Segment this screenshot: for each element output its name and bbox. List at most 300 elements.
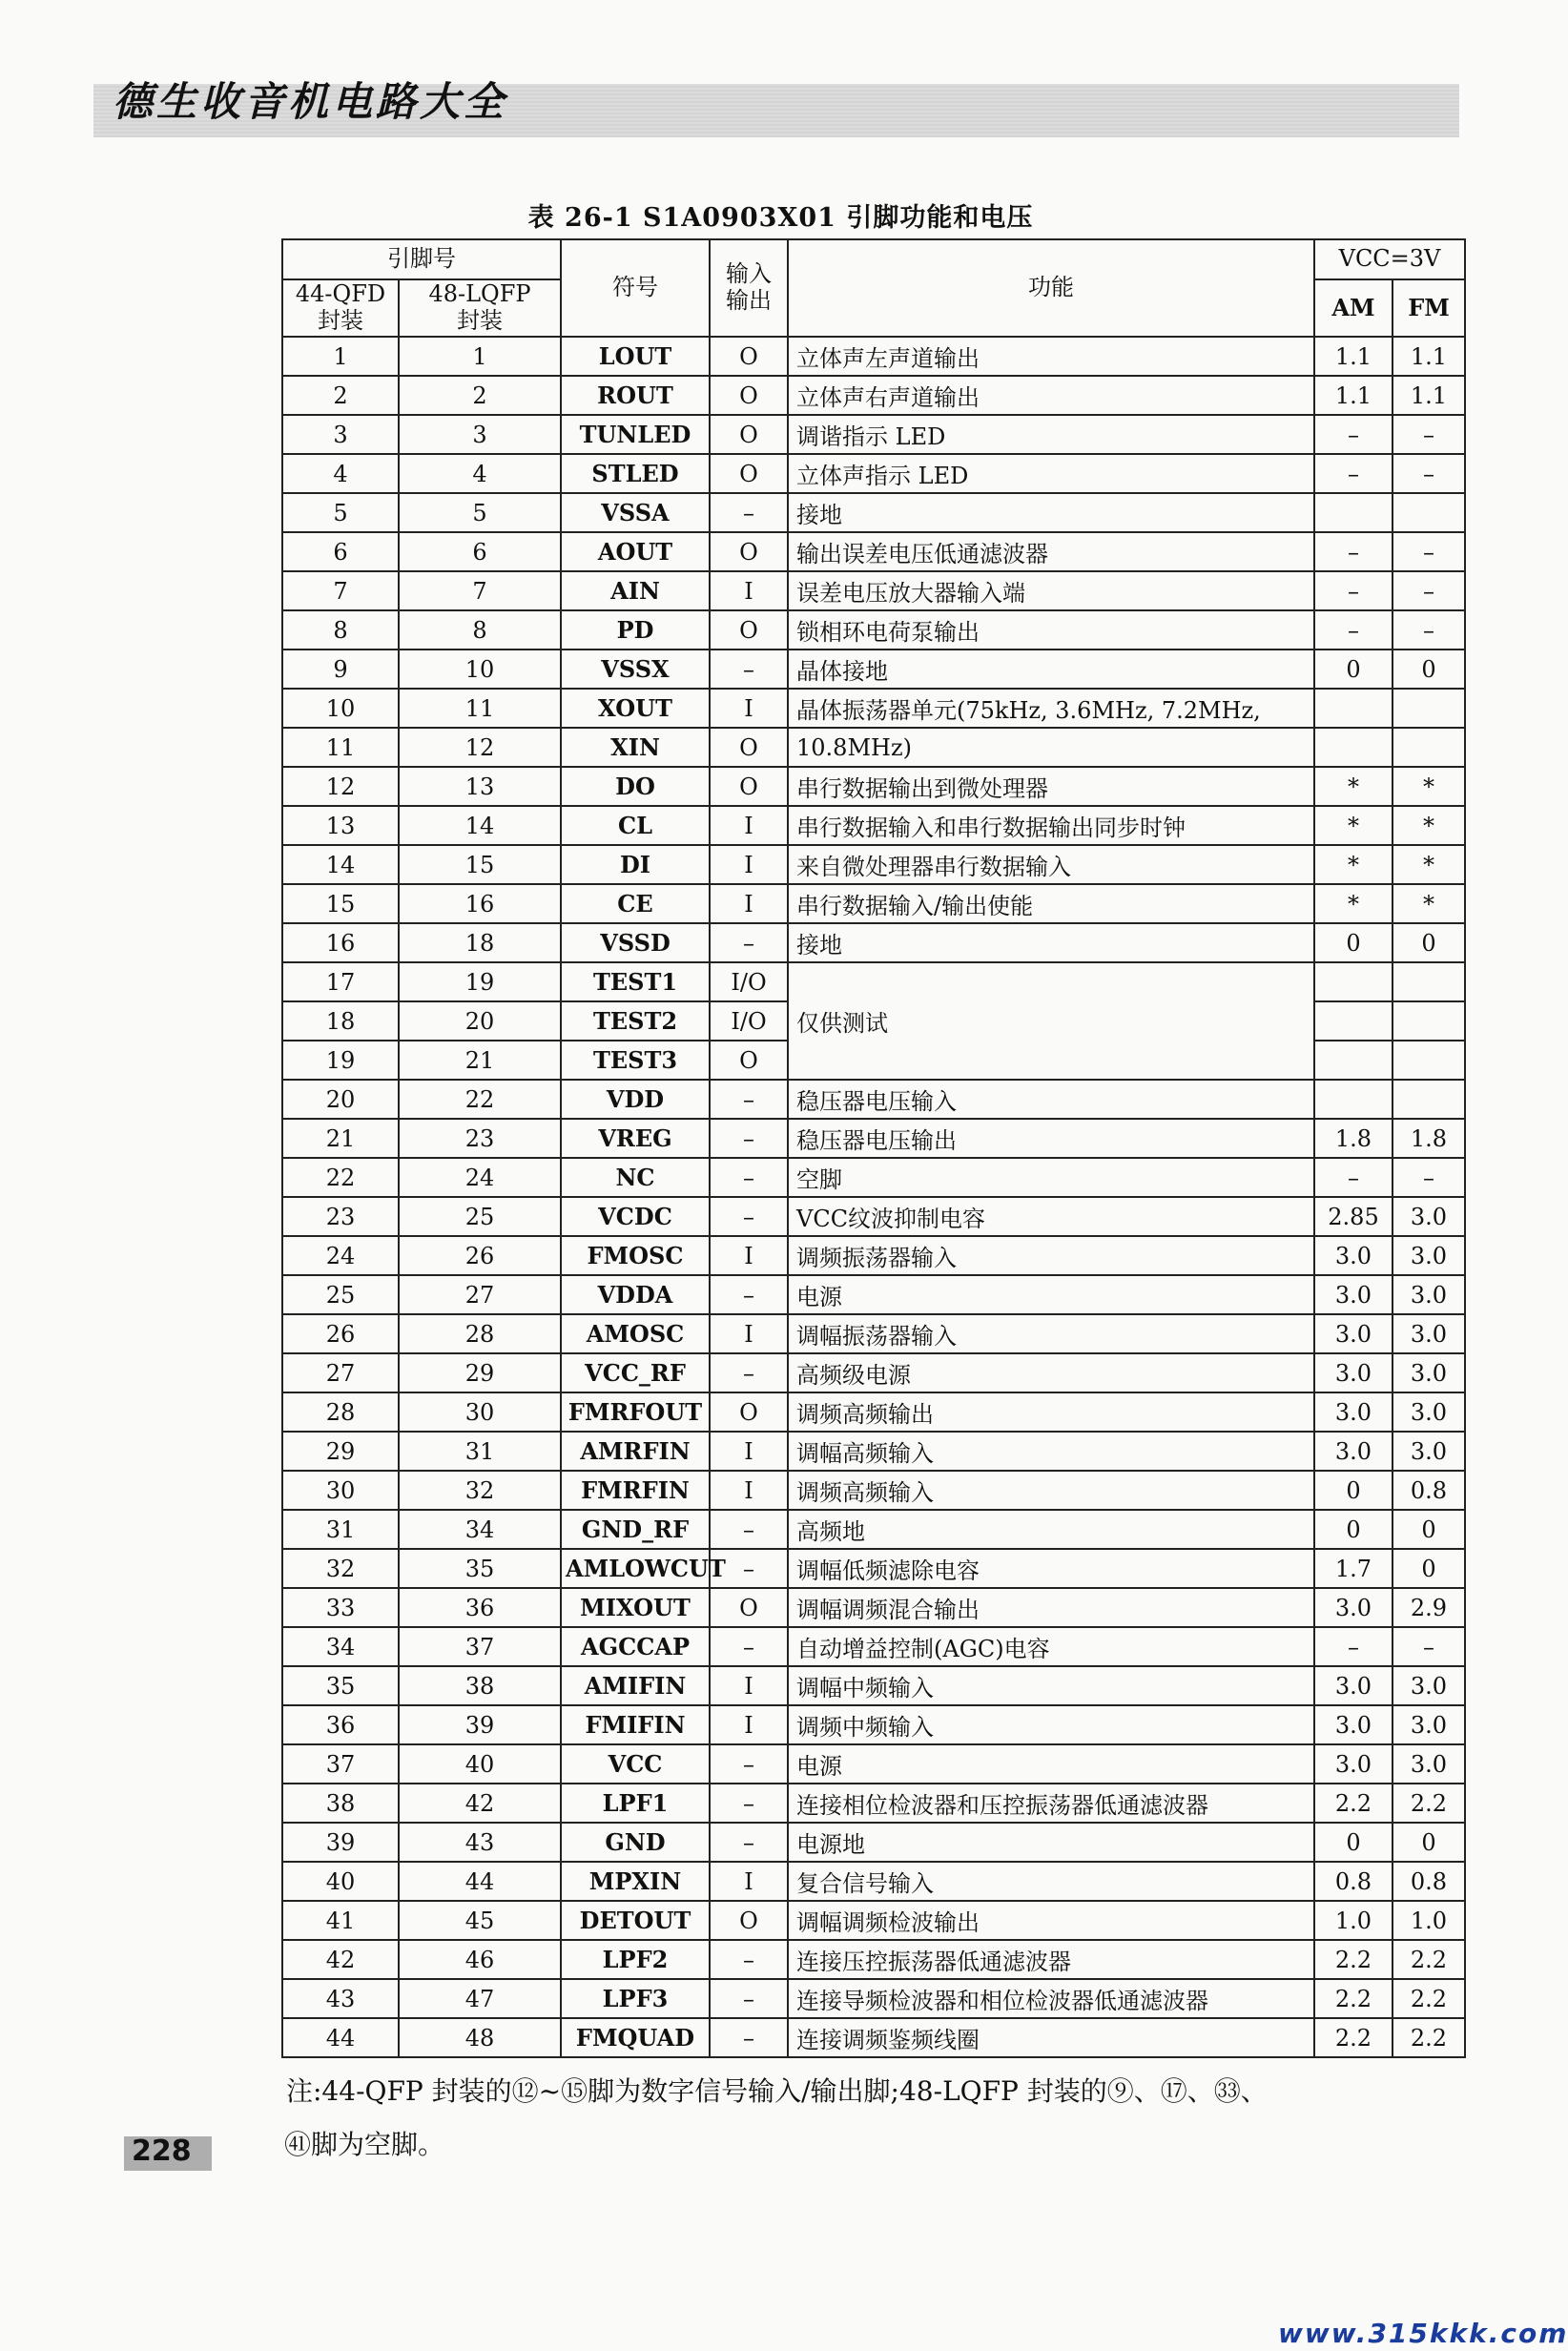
- symbol-cell: FMRFIN: [561, 1471, 710, 1510]
- symbol-cell: AMIFIN: [561, 1666, 710, 1705]
- fm-voltage-cell: [1393, 493, 1465, 532]
- function-cell: 串行数据输出到微处理器: [788, 767, 1314, 806]
- pin-lqfp-cell: 1: [399, 337, 561, 376]
- fm-voltage-cell: 3.0: [1393, 1744, 1465, 1784]
- io-cell: O: [710, 610, 788, 650]
- fm-voltage-cell: 0.8: [1393, 1471, 1465, 1510]
- am-voltage-cell: [1314, 493, 1393, 532]
- am-voltage-cell: 3.0: [1314, 1236, 1393, 1275]
- function-cell: 复合信号输入: [788, 1862, 1314, 1901]
- function-cell: 误差电压放大器输入端: [788, 571, 1314, 610]
- function-cell: 串行数据输入和串行数据输出同步时钟: [788, 806, 1314, 845]
- fm-voltage-cell: *: [1393, 884, 1465, 923]
- function-cell: 调频高频输出: [788, 1392, 1314, 1432]
- pin-lqfp-cell: 28: [399, 1314, 561, 1353]
- table-row: [282, 1158, 1465, 1197]
- am-voltage-cell: 0: [1314, 650, 1393, 689]
- table-row: [282, 767, 1465, 806]
- table-row: [282, 1549, 1465, 1588]
- io-cell: O: [710, 1392, 788, 1432]
- pin-lqfp-cell: 45: [399, 1901, 561, 1940]
- io-cell: –: [710, 1119, 788, 1158]
- function-cell: 调幅调频检波输出: [788, 1901, 1314, 1940]
- pin-qfp-cell: 1: [282, 337, 399, 376]
- table-caption: 表 26-1 S1A0903X01 引脚功能和电压: [527, 203, 1034, 233]
- am-voltage-cell: 2.2: [1314, 2018, 1393, 2057]
- symbol-cell: VSSX: [561, 650, 710, 689]
- io-cell: –: [710, 1627, 788, 1666]
- table-row: [282, 689, 1465, 728]
- symbol-cell: VDDA: [561, 1275, 710, 1314]
- io-cell: I/O: [710, 962, 788, 1001]
- function-cell: 立体声左声道输出: [788, 337, 1314, 376]
- function-cell: 调幅振荡器输入: [788, 1314, 1314, 1353]
- function-cell: 电源地: [788, 1823, 1314, 1862]
- symbol-cell: VREG: [561, 1119, 710, 1158]
- table-row: [282, 845, 1465, 884]
- table-row: [282, 1588, 1465, 1627]
- table-row: [282, 806, 1465, 845]
- function-cell: 调幅调频混合输出: [788, 1588, 1314, 1627]
- symbol-cell: VCDC: [561, 1197, 710, 1236]
- am-voltage-cell: –: [1314, 454, 1393, 493]
- am-voltage-cell: –: [1314, 532, 1393, 571]
- pin-lqfp-cell: 47: [399, 1979, 561, 2018]
- function-cell: 连接导频检波器和相位检波器低通滤波器: [788, 1979, 1314, 2018]
- io-cell: O: [710, 1041, 788, 1080]
- am-voltage-cell: –: [1314, 610, 1393, 650]
- pin-lqfp-cell: 37: [399, 1627, 561, 1666]
- pin-qfp-cell: 5: [282, 493, 399, 532]
- symbol-cell: LOUT: [561, 337, 710, 376]
- pin-lqfp-cell: 19: [399, 962, 561, 1001]
- symbol-cell: MIXOUT: [561, 1588, 710, 1627]
- am-voltage-cell: 1.0: [1314, 1901, 1393, 1940]
- symbol-cell: TUNLED: [561, 415, 710, 454]
- function-cell: 立体声指示 LED: [788, 454, 1314, 493]
- symbol-cell: TEST3: [561, 1041, 710, 1080]
- symbol-cell: VSSA: [561, 493, 710, 532]
- pin-qfp-cell: 28: [282, 1392, 399, 1432]
- io-cell: I: [710, 1236, 788, 1275]
- function-cell: 电源: [788, 1275, 1314, 1314]
- table-note: [286, 2065, 1469, 2172]
- am-voltage-cell: 2.2: [1314, 1784, 1393, 1823]
- fm-voltage-cell: 2.2: [1393, 1940, 1465, 1979]
- io-cell: I: [710, 1314, 788, 1353]
- header-pin-no: 引脚号: [282, 239, 561, 279]
- pin-qfp-cell: 36: [282, 1705, 399, 1744]
- function-cell: 调谐指示 LED: [788, 415, 1314, 454]
- fm-voltage-cell: –: [1393, 571, 1465, 610]
- function-cell: 晶体接地: [788, 650, 1314, 689]
- table-row: [282, 1666, 1465, 1705]
- symbol-cell: MPXIN: [561, 1862, 710, 1901]
- fm-voltage-cell: 3.0: [1393, 1705, 1465, 1744]
- am-voltage-cell: 0: [1314, 923, 1393, 962]
- symbol-cell: AGCCAP: [561, 1627, 710, 1666]
- table-row: [282, 454, 1465, 493]
- io-cell: –: [710, 1979, 788, 2018]
- am-voltage-cell: 0.8: [1314, 1862, 1393, 1901]
- pin-qfp-cell: 24: [282, 1236, 399, 1275]
- header-vcc: VCC=3V: [1314, 239, 1465, 279]
- io-cell: O: [710, 1588, 788, 1627]
- symbol-cell: GND_RF: [561, 1510, 710, 1549]
- io-cell: O: [710, 376, 788, 415]
- function-cell: 立体声右声道输出: [788, 376, 1314, 415]
- io-cell: I: [710, 571, 788, 610]
- am-voltage-cell: *: [1314, 767, 1393, 806]
- pin-lqfp-cell: 31: [399, 1432, 561, 1471]
- pin-lqfp-cell: 4: [399, 454, 561, 493]
- function-cell: 空脚: [788, 1158, 1314, 1197]
- pin-lqfp-cell: 29: [399, 1353, 561, 1392]
- fm-voltage-cell: [1393, 1041, 1465, 1080]
- am-voltage-cell: –: [1314, 1627, 1393, 1666]
- symbol-cell: NC: [561, 1158, 710, 1197]
- header-function: 功能: [788, 239, 1314, 337]
- am-voltage-cell: 0: [1314, 1471, 1393, 1510]
- symbol-cell: DI: [561, 845, 710, 884]
- fm-voltage-cell: 1.1: [1393, 376, 1465, 415]
- io-cell: O: [710, 532, 788, 571]
- function-cell: 串行数据输入/输出使能: [788, 884, 1314, 923]
- pin-lqfp-cell: 15: [399, 845, 561, 884]
- fm-voltage-cell: 0: [1393, 1549, 1465, 1588]
- header-symbol: 符号: [561, 239, 710, 337]
- am-voltage-cell: [1314, 1080, 1393, 1119]
- pin-qfp-cell: 6: [282, 532, 399, 571]
- am-voltage-cell: 2.2: [1314, 1940, 1393, 1979]
- io-cell: I: [710, 884, 788, 923]
- pin-lqfp-cell: 21: [399, 1041, 561, 1080]
- fm-voltage-cell: –: [1393, 1627, 1465, 1666]
- symbol-cell: CE: [561, 884, 710, 923]
- fm-voltage-cell: 2.2: [1393, 2018, 1465, 2057]
- table-row: [282, 1979, 1465, 2018]
- pin-qfp-cell: 9: [282, 650, 399, 689]
- pin-qfp-cell: 4: [282, 454, 399, 493]
- table-row: [282, 1275, 1465, 1314]
- pin-lqfp-cell: 22: [399, 1080, 561, 1119]
- am-voltage-cell: –: [1314, 571, 1393, 610]
- am-voltage-cell: –: [1314, 1158, 1393, 1197]
- symbol-cell: GND: [561, 1823, 710, 1862]
- symbol-cell: FMOSC: [561, 1236, 710, 1275]
- io-cell: –: [710, 1744, 788, 1784]
- table-row: [282, 1510, 1465, 1549]
- am-voltage-cell: 0: [1314, 1823, 1393, 1862]
- am-voltage-cell: 3.0: [1314, 1392, 1393, 1432]
- table-row: [282, 1705, 1465, 1744]
- header-io: 输入 输出: [710, 239, 788, 337]
- pin-lqfp-cell: 7: [399, 571, 561, 610]
- pin-lqfp-cell: 43: [399, 1823, 561, 1862]
- table-row: [282, 1823, 1465, 1862]
- fm-voltage-cell: *: [1393, 767, 1465, 806]
- table-row: [282, 1901, 1465, 1940]
- pin-lqfp-cell: 8: [399, 610, 561, 650]
- pin-qfp-cell: 42: [282, 1940, 399, 1979]
- io-cell: O: [710, 337, 788, 376]
- io-cell: –: [710, 1784, 788, 1823]
- fm-voltage-cell: 1.1: [1393, 337, 1465, 376]
- io-cell: I: [710, 1862, 788, 1901]
- fm-voltage-cell: –: [1393, 1158, 1465, 1197]
- function-cell: 10.8MHz): [788, 728, 1314, 767]
- io-cell: I/O: [710, 1001, 788, 1041]
- io-cell: I: [710, 1666, 788, 1705]
- io-cell: O: [710, 1901, 788, 1940]
- header-lqfp48: 48-LQFP 封装: [399, 279, 561, 337]
- function-cell: 连接相位检波器和压控振荡器低通滤波器: [788, 1784, 1314, 1823]
- pin-lqfp-cell: 2: [399, 376, 561, 415]
- table-row: [282, 1392, 1465, 1432]
- symbol-cell: LPF1: [561, 1784, 710, 1823]
- fm-voltage-cell: [1393, 962, 1465, 1001]
- am-voltage-cell: –: [1314, 415, 1393, 454]
- io-cell: –: [710, 650, 788, 689]
- pin-lqfp-cell: 23: [399, 1119, 561, 1158]
- pin-qfp-cell: 33: [282, 1588, 399, 1627]
- fm-voltage-cell: [1393, 1001, 1465, 1041]
- am-voltage-cell: *: [1314, 845, 1393, 884]
- fm-voltage-cell: –: [1393, 610, 1465, 650]
- pin-lqfp-cell: 27: [399, 1275, 561, 1314]
- am-voltage-cell: 1.8: [1314, 1119, 1393, 1158]
- pin-qfp-cell: 17: [282, 962, 399, 1001]
- io-cell: –: [710, 1275, 788, 1314]
- function-cell: 接地: [788, 923, 1314, 962]
- pin-lqfp-cell: 46: [399, 1940, 561, 1979]
- pin-qfp-cell: 29: [282, 1432, 399, 1471]
- note-line-2: ㊶脚为空脚。: [284, 2129, 445, 2160]
- table-row: [282, 415, 1465, 454]
- fm-voltage-cell: 0: [1393, 1823, 1465, 1862]
- fm-voltage-cell: 2.9: [1393, 1588, 1465, 1627]
- fm-voltage-cell: [1393, 1080, 1465, 1119]
- pin-qfp-cell: 43: [282, 1979, 399, 2018]
- am-voltage-cell: [1314, 728, 1393, 767]
- io-cell: O: [710, 728, 788, 767]
- symbol-cell: DETOUT: [561, 1901, 710, 1940]
- io-cell: I: [710, 689, 788, 728]
- pin-lqfp-cell: 35: [399, 1549, 561, 1588]
- am-voltage-cell: *: [1314, 806, 1393, 845]
- io-cell: –: [710, 1510, 788, 1549]
- pin-qfp-cell: 30: [282, 1471, 399, 1510]
- symbol-cell: DO: [561, 767, 710, 806]
- symbol-cell: VCC: [561, 1744, 710, 1784]
- table-row: [282, 962, 1465, 1001]
- fm-voltage-cell: 3.0: [1393, 1275, 1465, 1314]
- am-voltage-cell: 3.0: [1314, 1588, 1393, 1627]
- pin-qfp-cell: 20: [282, 1080, 399, 1119]
- pin-lqfp-cell: 26: [399, 1236, 561, 1275]
- pin-qfp-cell: 13: [282, 806, 399, 845]
- fm-voltage-cell: 1.0: [1393, 1901, 1465, 1940]
- pin-qfp-cell: 35: [282, 1666, 399, 1705]
- function-cell: 晶体振荡器单元(75kHz, 3.6MHz, 7.2MHz,: [788, 689, 1314, 728]
- pin-qfp-cell: 40: [282, 1862, 399, 1901]
- fm-voltage-cell: 2.2: [1393, 1979, 1465, 2018]
- fm-voltage-cell: –: [1393, 454, 1465, 493]
- io-cell: –: [710, 1823, 788, 1862]
- pin-qfp-cell: 22: [282, 1158, 399, 1197]
- function-cell: 电源: [788, 1744, 1314, 1784]
- symbol-cell: LPF2: [561, 1940, 710, 1979]
- pin-qfp-cell: 41: [282, 1901, 399, 1940]
- fm-voltage-cell: 3.0: [1393, 1666, 1465, 1705]
- table-row: [282, 1862, 1465, 1901]
- pin-lqfp-cell: 25: [399, 1197, 561, 1236]
- pin-qfp-cell: 23: [282, 1197, 399, 1236]
- am-voltage-cell: *: [1314, 884, 1393, 923]
- table-row: [282, 376, 1465, 415]
- symbol-cell: XIN: [561, 728, 710, 767]
- symbol-cell: ROUT: [561, 376, 710, 415]
- table-row: [282, 923, 1465, 962]
- page-number: 228: [132, 2134, 192, 2168]
- table-row: [282, 532, 1465, 571]
- io-cell: –: [710, 1940, 788, 1979]
- pin-qfp-cell: 18: [282, 1001, 399, 1041]
- pin-lqfp-cell: 48: [399, 2018, 561, 2057]
- pin-lqfp-cell: 32: [399, 1471, 561, 1510]
- symbol-cell: STLED: [561, 454, 710, 493]
- am-voltage-cell: 3.0: [1314, 1432, 1393, 1471]
- fm-voltage-cell: 1.8: [1393, 1119, 1465, 1158]
- function-cell: 调频高频输入: [788, 1471, 1314, 1510]
- symbol-cell: VCC_RF: [561, 1353, 710, 1392]
- pin-lqfp-cell: 3: [399, 415, 561, 454]
- fm-voltage-cell: [1393, 728, 1465, 767]
- pin-qfp-cell: 3: [282, 415, 399, 454]
- symbol-cell: AMRFIN: [561, 1432, 710, 1471]
- pin-qfp-cell: 11: [282, 728, 399, 767]
- table-row: [282, 1627, 1465, 1666]
- symbol-cell: AOUT: [561, 532, 710, 571]
- pin-qfp-cell: 39: [282, 1823, 399, 1862]
- table-row: [282, 884, 1465, 923]
- pin-qfp-cell: 26: [282, 1314, 399, 1353]
- am-voltage-cell: 3.0: [1314, 1353, 1393, 1392]
- function-cell: VCC纹波抑制电容: [788, 1197, 1314, 1236]
- am-voltage-cell: [1314, 962, 1393, 1001]
- pin-lqfp-cell: 16: [399, 884, 561, 923]
- table-row: [282, 728, 1465, 767]
- io-cell: I: [710, 1705, 788, 1744]
- fm-voltage-cell: 0.8: [1393, 1862, 1465, 1901]
- pin-lqfp-cell: 44: [399, 1862, 561, 1901]
- pin-qfp-cell: 16: [282, 923, 399, 962]
- io-cell: I: [710, 806, 788, 845]
- pin-qfp-cell: 19: [282, 1041, 399, 1080]
- symbol-cell: TEST2: [561, 1001, 710, 1041]
- table-row: [282, 1236, 1465, 1275]
- io-cell: –: [710, 1080, 788, 1119]
- pin-lqfp-cell: 40: [399, 1744, 561, 1784]
- io-cell: O: [710, 454, 788, 493]
- header-fm: FM: [1393, 279, 1465, 337]
- fm-voltage-cell: 2.2: [1393, 1784, 1465, 1823]
- symbol-cell: VSSD: [561, 923, 710, 962]
- am-voltage-cell: 3.0: [1314, 1705, 1393, 1744]
- pin-qfp-cell: 34: [282, 1627, 399, 1666]
- am-voltage-cell: 3.0: [1314, 1666, 1393, 1705]
- symbol-cell: AMOSC: [561, 1314, 710, 1353]
- fm-voltage-cell: [1393, 689, 1465, 728]
- io-cell: I: [710, 1471, 788, 1510]
- pin-lqfp-cell: 42: [399, 1784, 561, 1823]
- pin-qfp-cell: 12: [282, 767, 399, 806]
- table-row: [282, 337, 1465, 376]
- pin-lqfp-cell: 5: [399, 493, 561, 532]
- fm-voltage-cell: 0: [1393, 650, 1465, 689]
- book-title: 德生收音机电路大全: [113, 78, 508, 125]
- header-am: AM: [1314, 279, 1393, 337]
- function-cell: 自动增益控制(AGC)电容: [788, 1627, 1314, 1666]
- function-cell: 高频地: [788, 1510, 1314, 1549]
- io-cell: –: [710, 2018, 788, 2057]
- symbol-cell: FMRFOUT: [561, 1392, 710, 1432]
- pin-lqfp-cell: 18: [399, 923, 561, 962]
- am-voltage-cell: [1314, 1001, 1393, 1041]
- am-voltage-cell: 3.0: [1314, 1275, 1393, 1314]
- pin-lqfp-cell: 12: [399, 728, 561, 767]
- pin-lqfp-cell: 13: [399, 767, 561, 806]
- pin-qfp-cell: 32: [282, 1549, 399, 1588]
- function-cell: 仅供测试: [788, 962, 1314, 1080]
- pin-qfp-cell: 38: [282, 1784, 399, 1823]
- table-row: [282, 571, 1465, 610]
- table-row: [282, 493, 1465, 532]
- am-voltage-cell: 2.2: [1314, 1979, 1393, 2018]
- fm-voltage-cell: 3.0: [1393, 1314, 1465, 1353]
- watermark-url: www.315kkk.com: [1278, 2318, 1568, 2349]
- function-cell: 调幅低频滤除电容: [788, 1549, 1314, 1588]
- table-row: [282, 1784, 1465, 1823]
- pin-qfp-cell: 21: [282, 1119, 399, 1158]
- function-cell: 调频中频输入: [788, 1705, 1314, 1744]
- am-voltage-cell: 3.0: [1314, 1744, 1393, 1784]
- fm-voltage-cell: –: [1393, 532, 1465, 571]
- pin-lqfp-cell: 24: [399, 1158, 561, 1197]
- fm-voltage-cell: 3.0: [1393, 1236, 1465, 1275]
- pin-lqfp-cell: 10: [399, 650, 561, 689]
- function-cell: 输出误差电压低通滤波器: [788, 532, 1314, 571]
- am-voltage-cell: [1314, 689, 1393, 728]
- table-row: [282, 610, 1465, 650]
- fm-voltage-cell: 3.0: [1393, 1392, 1465, 1432]
- pin-qfp-cell: 2: [282, 376, 399, 415]
- fm-voltage-cell: 3.0: [1393, 1432, 1465, 1471]
- am-voltage-cell: [1314, 1041, 1393, 1080]
- table-row: [282, 650, 1465, 689]
- note-line-1: 注:44-QFP 封装的⑫~⑮脚为数字信号输入/输出脚;48-LQFP 封装的⑨、⑰、㉝、: [286, 2075, 1268, 2107]
- pin-lqfp-cell: 39: [399, 1705, 561, 1744]
- fm-voltage-cell: 3.0: [1393, 1197, 1465, 1236]
- function-cell: 连接调频鉴频线圈: [788, 2018, 1314, 2057]
- pin-lqfp-cell: 36: [399, 1588, 561, 1627]
- pin-lqfp-cell: 38: [399, 1666, 561, 1705]
- symbol-cell: TEST1: [561, 962, 710, 1001]
- table-row: [282, 1197, 1465, 1236]
- pin-qfp-cell: 27: [282, 1353, 399, 1392]
- io-cell: –: [710, 1158, 788, 1197]
- table-row: [282, 2018, 1465, 2057]
